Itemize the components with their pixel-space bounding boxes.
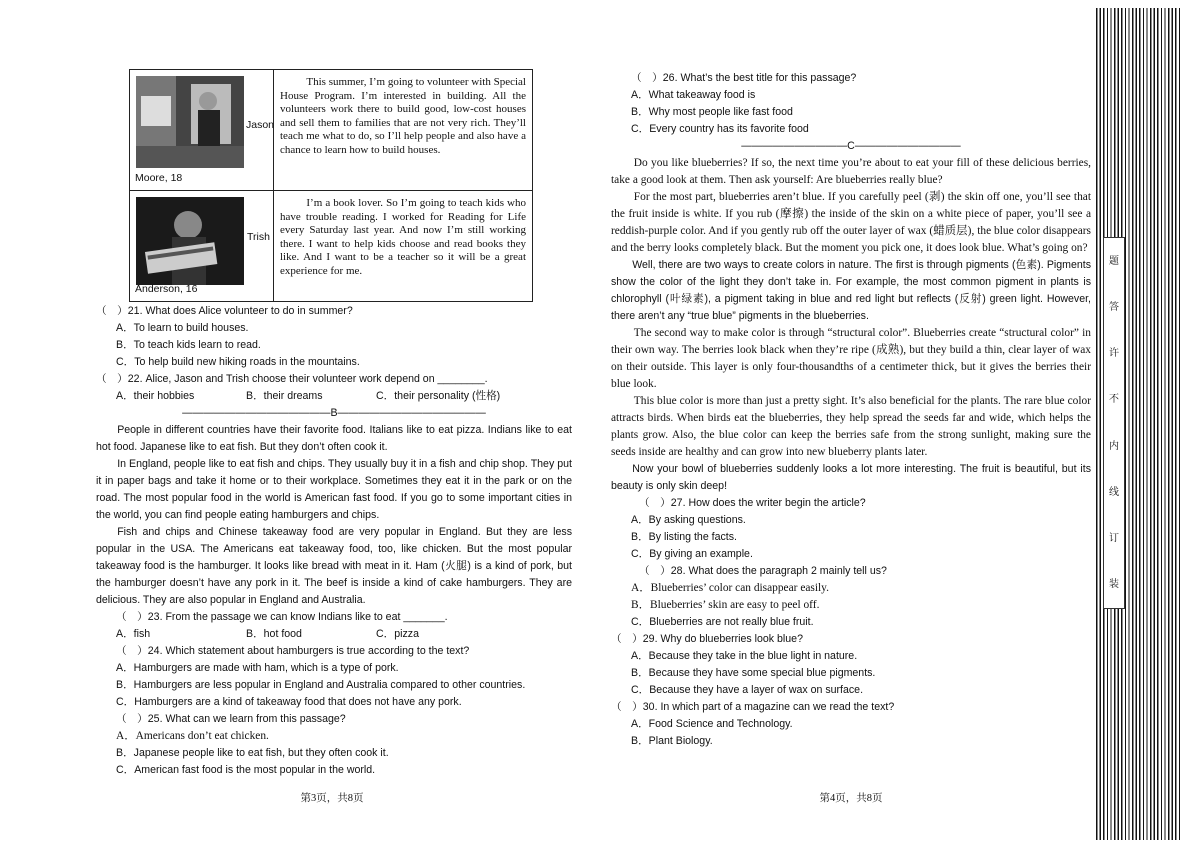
option-21b: B．To teach kids learn to read. (116, 339, 261, 351)
passage-c-paragraph: The second way to make color is through “structural color”. Blueberries create “structural color” in their own way. The berries look black when they’re ripe (成熟), but they build a thin, clear layer of wax on their outside. This layer is only four-thousandths of a centimeter thick, but it gives the berries their blue look. (611, 327, 1091, 390)
passage-c-paragraph: Now your bowl of blueberries suddenly looks a lot more interesting. The fruit is beautiful, but its beauty is only skin deep! (611, 463, 1091, 492)
volunteer-text: This summer, I’m going to volunteer with Special House Program. I’m interested in building. All the volunteers work there to build good, low-cost houses and sell them to families that are not very rich. They’ll teach me what to do, so I’ll help people and also have a chance to learn how to build houses. (280, 76, 526, 156)
options-23 (96, 626, 572, 643)
left-content (96, 303, 572, 779)
left-page (92, 0, 572, 848)
option-22c: C．their personality (性格) (376, 390, 501, 402)
binding-char: 线 (1109, 486, 1119, 498)
option-23a: A．fish (116, 628, 151, 640)
option-24a: A．Hamburgers are made with ham, which is a type of pork. (116, 662, 399, 674)
option-24c: C．Hamburgers are a kind of takeaway food that does not have any pork. (116, 696, 462, 708)
question-25: （ ）25. What can we learn from this passage? (116, 713, 346, 725)
question-21: （ ）21. What does Alice volunteer to do in summer? (96, 305, 353, 317)
section-divider-c: ——————————C—————————— (741, 140, 961, 152)
passage-b-paragraph: People in different countries have their favorite food. Italians like to eat pizza. Indians like to eat hot food. Japanese like to eat fish. But they don’t often cook it. (96, 424, 572, 453)
option-28c: C．Blueberries are not really blue fruit. (631, 616, 814, 628)
option-23c: C．pizza (376, 628, 419, 640)
volunteer-caption: Moore, 18 (135, 172, 183, 184)
volunteer-row-jason (130, 70, 533, 191)
binding-char: 许 (1109, 348, 1119, 360)
option-22b: B．their dreams (246, 390, 323, 402)
option-26b: B．Why most people like fast food (631, 106, 793, 118)
option-30b: B．Plant Biology. (631, 735, 713, 747)
option-29a: A．Because they take in the blue light in nature. (631, 650, 858, 662)
option-27c: C．By giving an example. (631, 548, 753, 560)
option-27b: B．By listing the facts. (631, 531, 737, 543)
binding-char: 订 (1109, 533, 1119, 545)
passage-b-paragraph: In England, people like to eat fish and chips. They usually buy it in a fish and chip shop. They put it in paper bags and take it home or to their workplace. Sometimes they eat it in the park or on the road. The most popular food in the world is American fast food. If you go to some important cities in the world, you can find people eating hamburgers and chips. (96, 458, 572, 521)
right-content (611, 70, 1091, 750)
options-22 (96, 388, 572, 405)
question-27: （ ）27. How does the writer begin the article? (639, 497, 866, 509)
volunteer-name: Jason (246, 119, 275, 131)
passage-b-paragraph: Fish and chips and Chinese takeaway food are very popular in England. But they are less popular in the USA. The Americans eat takeaway food, too, like chicken. But the most popular takeaway food is the hamburger. It looks like bread with meat in it. Ham (火腿) is a kind of pork, but the hamburger doesn’t have any pork in it. The beef is inside a kind of cake hamburgers. They are delicious. They are also popular in England and Australia. (96, 526, 572, 606)
option-24b: B．Hamburgers are less popular in England and Australia compared to other countries. (116, 679, 526, 691)
volunteer-text-cell (274, 70, 533, 191)
option-26c: C．Every country has its favorite food (631, 123, 809, 135)
option-25c: C．American fast food is the most popular in the world. (116, 764, 376, 776)
binding-notice (1103, 237, 1125, 609)
option-21a: A．To learn to build houses. (116, 322, 249, 334)
question-29: （ ）29. Why do blueberries look blue? (611, 633, 803, 645)
question-30: （ ）30. In which part of a magazine can we read the text? (611, 701, 895, 713)
volunteer-photo (136, 197, 244, 285)
question-22: （ ）22. Alice, Jason and Trish choose their volunteer work depend on ________. (96, 373, 488, 385)
right-page (611, 0, 1091, 848)
volunteer-text-cell (274, 191, 533, 302)
volunteer-table (129, 69, 533, 302)
trish-photo-image (136, 197, 244, 285)
option-30a: A．Food Science and Technology. (631, 718, 793, 730)
volunteer-name: Trish (247, 231, 270, 243)
binding-char: 内 (1109, 440, 1119, 452)
question-28: （ ）28. What does the paragraph 2 mainly tell us? (639, 565, 887, 577)
option-25a: A．Americans don’t eat chicken. (116, 730, 269, 742)
passage-c-paragraph: For the most part, blueberries aren’t blue. If you carefully peel (剥) the skin off one, you’ll see that the fruit inside is white. If you rub (摩擦) the inside of the skin on a white piece of paper, you’ll see a reddish-purple color. And if you gently rub off the outer layer of wax (蜡质层), the blue color disappears and the berry looks completely black. But the moment you pick one, it does look blue. What’s going on? (611, 191, 1091, 254)
binding-char: 装 (1109, 579, 1119, 591)
section-divider-b: ——————————————B—————————————— (182, 407, 486, 419)
option-26a: A．What takeaway food is (631, 89, 756, 101)
passage-c-paragraph: Well, there are two ways to create colors in nature. The first is through pigments (色素). Pigments show the color of the light they don’t take in. For example, the most common pigment in plants is chlorophyll (叶绿素), a pigment taking in blue and red light but reflects (反射) green light. However, there aren’t any “true blue” pigments in the blueberries. (611, 259, 1091, 322)
option-29b: B．Because they have some special blue pigments. (631, 667, 876, 679)
option-27a: A．By asking questions. (631, 514, 746, 526)
binding-char: 题 (1109, 255, 1119, 267)
volunteer-row-trish (130, 191, 533, 302)
binding-char: 不 (1109, 394, 1119, 406)
volunteer-photo-cell (130, 70, 274, 191)
volunteer-text: I’m a book lover. So I’m going to teach kids who have trouble reading. I worked for Reading for Life every Saturday last year. And now I’m still working there. I want to help kids choose and read books they like. And I want to be a teacher so it will be a great experience for me. (280, 197, 526, 277)
binding-char: 答 (1109, 301, 1119, 313)
volunteer-caption: Anderson, 16 (135, 283, 198, 295)
option-29c: C．Because they have a layer of wax on surface. (631, 684, 864, 696)
passage-c-paragraph: Do you like blueberries? If so, the next time you’re about to eat your fill of these delicious berries, take a good look at them. Then ask yourself: Are blueberries really blue? (611, 157, 1091, 186)
question-26: （ ）26. What’s the best title for this passage? (631, 72, 857, 84)
jason-photo-image (136, 76, 244, 168)
option-28a: A．Blueberries’ color can disappear easily. (631, 582, 829, 594)
volunteer-photo (136, 76, 244, 168)
question-24: （ ）24. Which statement about hamburgers is true according to the text? (116, 645, 470, 657)
option-22a: A．their hobbies (116, 390, 195, 402)
page-number-right: 第4页，共8页 (819, 793, 883, 804)
option-23b: B．hot food (246, 628, 302, 640)
option-25b: B．Japanese people like to eat fish, but they often cook it. (116, 747, 389, 759)
question-23: （ ）23. From the passage we can know Indians like to eat _______. (116, 611, 448, 623)
page-number-left: 第3页，共8页 (300, 793, 364, 804)
volunteer-photo-cell (130, 191, 274, 302)
option-28b: B．Blueberries’ skin are easy to peel off. (631, 599, 820, 611)
passage-c-paragraph: This blue color is more than just a pretty sight. It’s also beneficial for the plants. The rare blue color attracts birds. When birds eat the blueberries, they help spread the seeds far and wide, which helps the plants grow. Also, the blue color can keep the berries safe from the strong sunlight, making sure the seeds inside are healthy and can grow into new blueberry plants later. (611, 395, 1091, 458)
option-21c: C．To help build new hiking roads in the mountains. (116, 356, 360, 368)
